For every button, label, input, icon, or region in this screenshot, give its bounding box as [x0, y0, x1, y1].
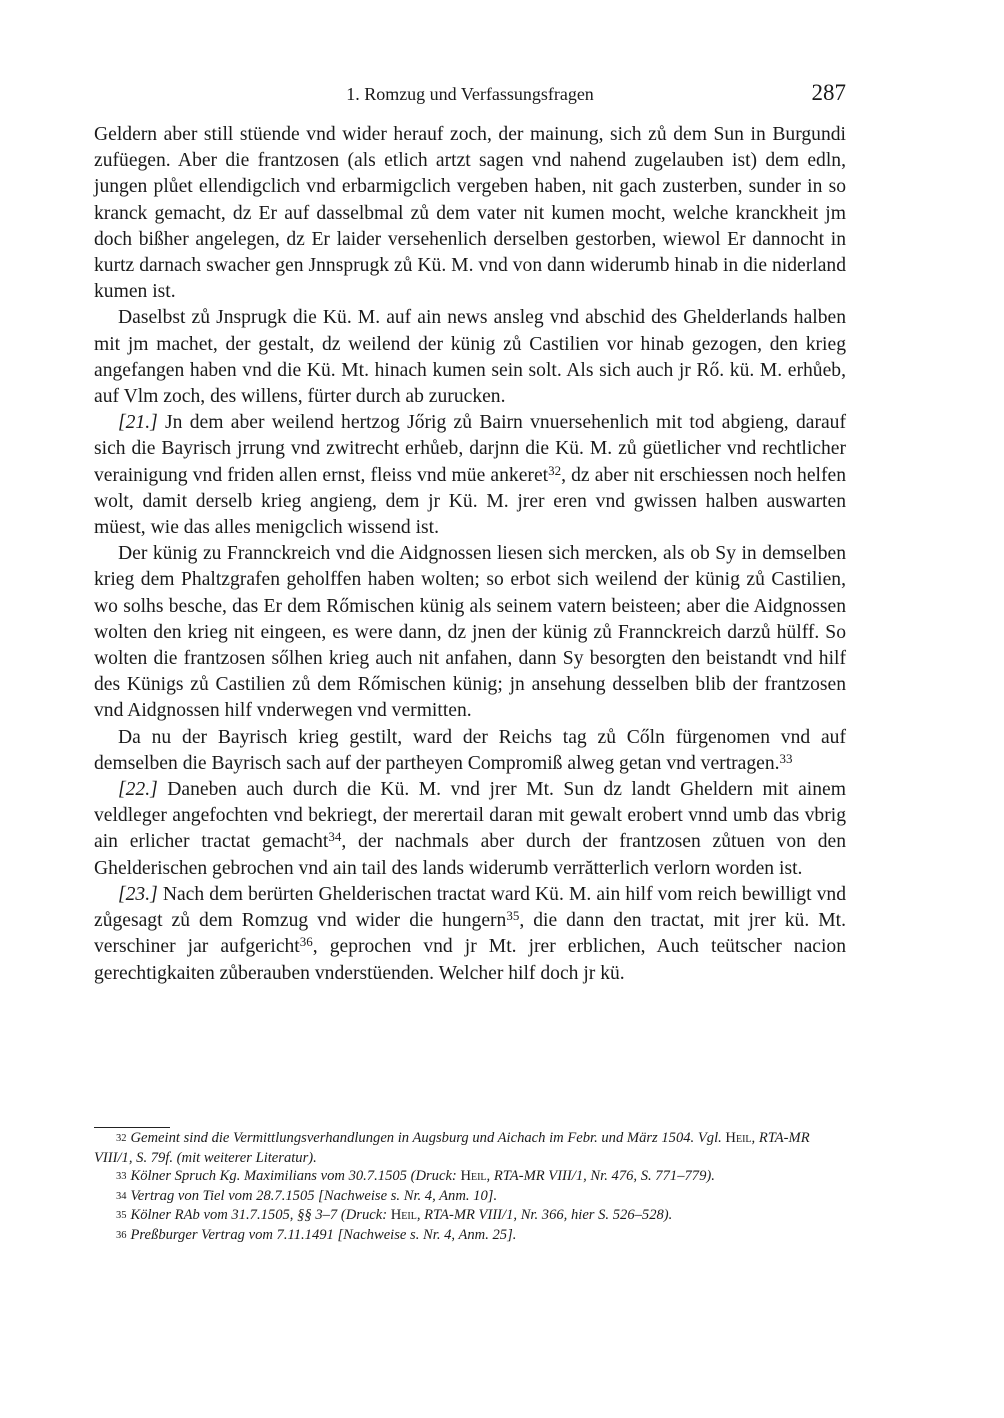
footnote-text: , RTA-MR VIII/1, Nr. 476, S. 771–779). [486, 1168, 715, 1185]
footnote-text: Preßburger Vertrag vom 7.11.1491 [Nachweise s. Nr. 4, Anm. 25]. [130, 1226, 517, 1243]
paragraph-text: , die dann den tractat, mit jrer kü. Mt. verschiner jar aufgericht [94, 910, 846, 958]
paragraph-text: Jn dem aber weilend hertzog Jőrig zů Bairn vnuersehenlich mit tod abgieng, darauf sich die Bayrisch jrrung vnd zwitrecht erhůeb, darjnn die Kü. M. zů güetlicher vnd rechtlicher verainigung vnd friden allen ernst, fleiss vnd müe ankeret [94, 412, 846, 486]
running-title: 1. Romzug und Verfassungsfragen [346, 84, 594, 104]
paragraph-text: , dz aber nit erschiessen noch helfen wolt, damit derselb krieg angieng, dem jr Kü. M. jrer eren vnd gwissen halben auswarten müest, wie das alles menigclich wissend ist. [94, 464, 846, 539]
paragraph [94, 882, 846, 987]
author-name: Heil [390, 1207, 417, 1224]
footnote-number: 34 [116, 1190, 127, 1202]
running-header [94, 80, 846, 110]
paragraph-text: Da nu der Bayrisch krieg gestilt, ward der Reichs tag zů Cőln fürgenomen vnd auf demselben die Bayrisch sach auf der partheyen Compromiß alweg getan vnd vertragen. [94, 726, 846, 774]
paragraph [94, 122, 846, 305]
author-name: Heil [460, 1168, 487, 1185]
paragraph-text: Daneben auch durch die Kü. M. vnd jrer Mt. Sun dz landt Gheldern mit ainem veldleger angefochten vnd bekriegt, der merertail daran mit gewalt erobert vnnd umb das vbrig ain erlicher tractat gemacht [94, 779, 846, 853]
paragraph-text: , geprochen vnd jr Mt. jrer erblichen, Auch teütscher nacion gerechtigkaiten zůberauben vnderstüenden. Welcher hilf doch jr kü. [94, 936, 847, 984]
footnote [94, 1167, 846, 1187]
footnote-text: Gemeint sind die Vermittlungsverhandlungen in Augsburg und Aichach im Febr. und März 1504. Vgl. [130, 1130, 726, 1146]
footnote-number: 35 [116, 1210, 127, 1222]
paragraph [94, 410, 846, 541]
footnote-number: 36 [116, 1229, 127, 1241]
footnote-ref: 36 [299, 934, 313, 950]
footnote-text: , RTA-MR VIII/1, S. 79f. (mit weiterer Literatur). [94, 1130, 810, 1166]
paragraph-text: Geldern aber still stüende vnd wider herauf zoch, der mainung, sich zů dem Sun in Burgundi zufüegen. Aber die frantzosen (als etlich artzt sagen vnd nahend zugelauben ist) dem edln, jungen plůet ellendigclich vnd erbarmigclich vergeben haben, nit gach zusterben, sunder in so kranck gemacht, dz Er auf dasselbmal zů dem vater nit kumen mocht, welche kranckheit jm doch bißher angelegen, dz Er laider versehenlich derselben gestorben, wiewol Er dannocht in kurtz darnach swacher gen Jnnsprugk zů Kü. M. vnd von dann widerumb hinab in die niderland kumen ist. [94, 124, 846, 303]
footnote-text: Kölner RAb vom 31.7.1505, §§ 3–7 (Druck: [130, 1207, 391, 1224]
footnote-ref: 33 [779, 750, 793, 766]
paragraph-text: Nach dem berürten Ghelderischen tractat ward Kü. M. ain hilf vom reich bewilligt vnd zůgesagt zů dem Romzug vnd wider die hungern [94, 883, 846, 932]
paragraph-text: Daselbst zů Jnsprugk die Kü. M. auf ain news ansleg vnd abschid des Ghelderlands halben mit jm machet, der gestalt, dz weilend der künig zů Castilien vor hinab gezogen, den krieg angefangen haben vnd die Kü. Mt. hinach kumen sein solt. Als sich auch jr Rő. kü. M. erhůeb, auf Vlm zoch, des willens, fürter durch ab zurucken. [94, 307, 846, 408]
section-number: [23.] [118, 883, 158, 905]
paragraph [94, 305, 846, 410]
footnote-number: 33 [116, 1171, 127, 1183]
page-number: 287 [811, 80, 846, 105]
main-text [94, 122, 846, 987]
section-number: [22.] [118, 779, 158, 801]
paragraph-text: , der nachmals aber durch der frantzosen zůtuen von den Ghelderischen gebrochen vnd ain tail des lands widerumb verrătterlich verlorn worden ist. [94, 831, 846, 879]
footnote [94, 1206, 846, 1226]
author-name: Heil [725, 1130, 752, 1146]
footnote-text: Kölner Spruch Kg. Maximilians vom 30.7.1505 (Druck: [130, 1168, 461, 1185]
footnote-ref: 32 [548, 462, 562, 478]
footnote [94, 1129, 846, 1167]
section-number: [21.] [118, 412, 158, 434]
footnote-text: Vertrag von Tiel vom 28.7.1505 [Nachweise s. Nr. 4, Anm. 10]. [130, 1187, 498, 1204]
footnote-ref: 34 [328, 829, 342, 845]
paragraph [94, 725, 846, 777]
footnote-number: 32 [116, 1133, 127, 1144]
paragraph-text: Der künig zu Frannckreich vnd die Aidgnossen liesen sich mercken, als ob Sy in demselben krieg dem Phaltzgrafen geholffen haben wolten; so erbot sich weilend der künig zů Castilien, wo solhs besche, das Er dem Rőmischen künig als seinem vatern beisteen; aber die Aidgnossen wolten den krieg nit eingeen, es were dann, dz jnen der künig zů Frannckreich darzů hülff. So wolten die frantzosen sőlhen krieg auch nit anfahen, dann Sy besorgten den beistandt vnd hilf des Künigs zů Castilien zů dem Rőmischen künig; jn ansehung desselben blib der frantzosen vnd Aidgnossen hilf vnderwegen vnd vermitten. [94, 543, 846, 722]
footnote [94, 1226, 846, 1246]
footnote-text: , RTA-MR VIII/1, Nr. 366, hier S. 526–528). [416, 1207, 673, 1224]
paragraph [94, 777, 846, 882]
footnote-rule [94, 1127, 170, 1128]
footnotes [94, 1129, 846, 1246]
footnote-ref: 35 [506, 908, 520, 924]
paragraph [94, 541, 846, 724]
footnote [94, 1187, 846, 1207]
